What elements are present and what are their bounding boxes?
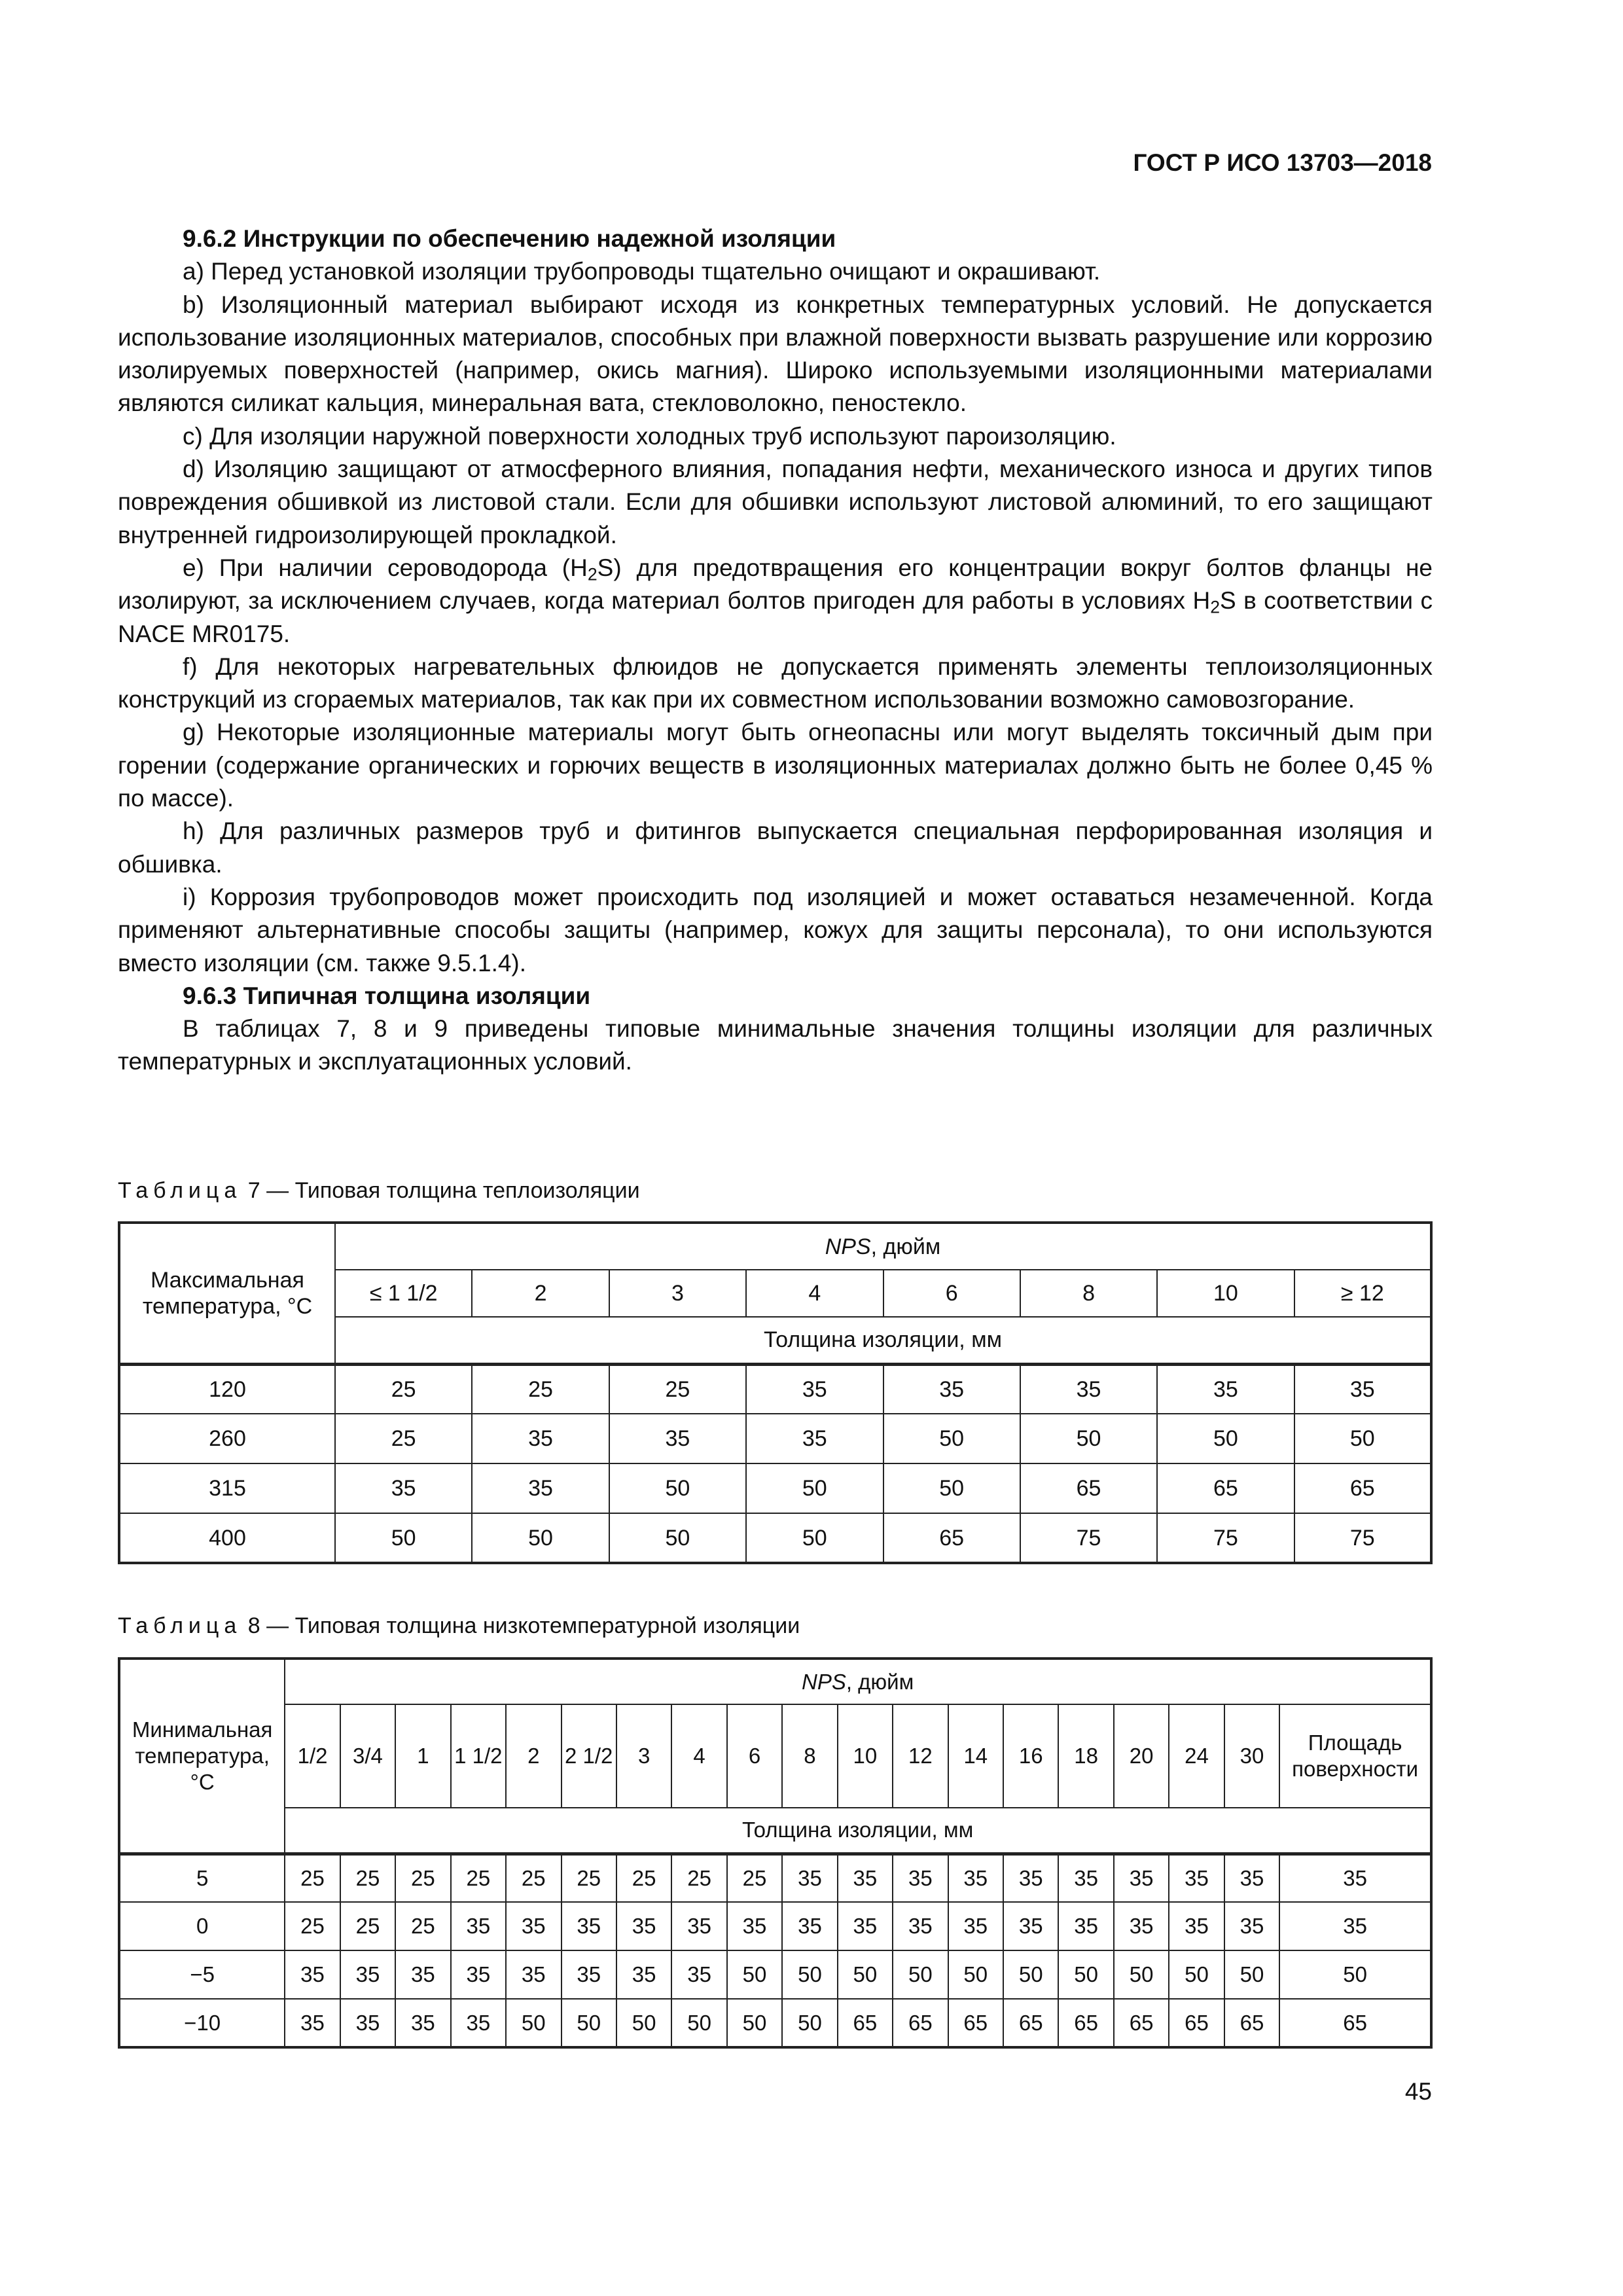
table-7-nps-header: NPS, дюйм [335,1223,1431,1270]
table-row [119,1414,1431,1463]
table8-thickness-cell: 35 [838,1902,893,1950]
table7-thickness-cell: 65 [1157,1463,1294,1513]
table7-temperature-cell: 120 [119,1364,335,1414]
item-h: h) Для различных размеров труб и фитингов выпускается специальная перфорированная изоляция и обшивка. [118,817,1433,878]
table8-thickness-cell: 35 [1224,1854,1279,1902]
table8-thickness-cell: 65 [1003,1999,1058,2047]
table8-thickness-cell: 65 [1114,1999,1169,2047]
table8-thickness-cell: 50 [782,1950,837,1999]
table8-thickness-cell: 25 [340,1854,395,1902]
table8-thickness-cell: 25 [395,1902,450,1950]
table-8-thickness-label: Толщина изоляции, мм [285,1808,1431,1854]
item-e: e) При наличии сероводорода $(H_2S)$ для предотвращения его концентрации вокруг болтов фланцы не изолируют, за исключением случаев, когда материал болтов пригоден для работы в условиях $H_2S$ в соответствии с NACE MR0175. [118,554,1433,647]
table8-thickness-cell: 50 [838,1950,893,1999]
table8-thickness-cell: 35 [671,1950,726,1999]
table8-thickness-cell: 50 [1279,1950,1431,1999]
table8-thickness-cell: 25 [616,1854,671,1902]
table7-thickness-cell: 35 [746,1414,883,1463]
table8-thickness-cell: 35 [395,1950,450,1999]
table7-size-header: 8 [1020,1270,1157,1317]
table8-thickness-cell: 50 [727,1999,782,2047]
table7-temperature-cell: 260 [119,1414,335,1463]
item-c: c) Для изоляции наружной поверхности холодных труб используют пароизоляцию. [183,422,1116,450]
table7-thickness-cell: 25 [609,1364,746,1414]
table8-thickness-cell: 65 [1169,1999,1224,2047]
table8-size-header: 16 [1003,1704,1058,1808]
table8-thickness-cell: 35 [285,1999,340,2047]
table8-thickness-cell: 35 [1114,1902,1169,1950]
table8-thickness-cell: 35 [1114,1854,1169,1902]
table8-thickness-cell: 35 [506,1950,561,1999]
table8-thickness-cell: 50 [562,1999,616,2047]
table8-size-header: 3 [616,1704,671,1808]
table7-thickness-cell: 25 [472,1364,609,1414]
table8-thickness-cell: 35 [893,1902,948,1950]
table8-thickness-cell: 35 [782,1902,837,1950]
item-b: b) Изоляционный материал выбирают исходя из конкретных температурных условий. Не допускается использование изоляционных материалов, способных при влажной поверхности вызвать разрушение или коррозию изолируемых поверхностей (например, окись магния). Широко используемыми изоляционными материалами являются силикат кальция, минеральная вата, стекловолокно, пеностекло. [118,291,1433,417]
table8-thickness-cell: 35 [948,1902,1003,1950]
table8-temperature-cell: −5 [119,1950,285,1999]
table-7 [118,1221,1433,1564]
item-i: i) Коррозия трубопроводов может происходить под изоляцией и может оставаться незамеченной. Когда применяют альтернативные способы защиты (например, кожух для защиты персонала), то они используются вместо изоляции (см. также 9.5.1.4). [118,883,1433,977]
table8-thickness-cell: 35 [893,1854,948,1902]
table8-size-header: 2 [506,1704,561,1808]
table7-size-header: 6 [883,1270,1020,1317]
table8-size-header: 20 [1114,1704,1169,1808]
table8-thickness-cell: 50 [1058,1950,1113,1999]
table-row [119,1854,1431,1902]
table7-thickness-cell: 65 [883,1513,1020,1563]
item-g: g) Некоторые изоляционные материалы могут быть огнеопасны или могут выделять токсичный дым при горении (содержание органических и горючих веществ в изоляционных материалах должно быть не более 0,45 % по массе). [118,719,1433,812]
table-8-nps-header: NPS, дюйм [285,1659,1431,1704]
section-9-6-3-text: В таблицах 7, 8 и 9 приведены типовые минимальные значения толщины изоляции для различных температурных и эксплуатационных условий. [118,1015,1433,1075]
table8-thickness-cell: 35 [562,1902,616,1950]
table-row [119,1364,1431,1414]
table7-thickness-cell: 50 [609,1513,746,1563]
table8-thickness-cell: 50 [1114,1950,1169,1999]
table7-temperature-cell: 315 [119,1463,335,1513]
table7-thickness-cell: 25 [335,1364,472,1414]
table8-size-header: 8 [782,1704,837,1808]
table8-size-header: 1 1/2 [451,1704,506,1808]
body-text [118,223,1433,1079]
table8-thickness-cell: 50 [782,1999,837,2047]
table8-size-header: 4 [671,1704,726,1808]
table8-thickness-cell: 35 [1169,1902,1224,1950]
table-8-caption: Таблица 8 — Типовая толщина низкотемпературной изоляции [118,1613,800,1638]
table8-size-header: 12 [893,1704,948,1808]
table7-thickness-cell: 75 [1020,1513,1157,1563]
table8-thickness-cell: 50 [671,1999,726,2047]
table7-size-header: 10 [1157,1270,1294,1317]
table-7-row-header: Максимальная температура, °C [119,1223,335,1364]
table7-thickness-cell: 35 [472,1414,609,1463]
item-f: f) Для некоторых нагревательных флюидов не допускается применять элементы теплоизоляционных конструкций из сгораемых материалов, так как при их совместном использовании возможно самовозгорание. [118,653,1433,713]
table-row [119,1999,1431,2047]
table8-thickness-cell: 25 [285,1854,340,1902]
table8-thickness-cell: 50 [1169,1950,1224,1999]
table8-thickness-cell: 35 [1224,1902,1279,1950]
table8-thickness-cell: 50 [1224,1950,1279,1999]
section-heading-9-6-3: 9.6.3 Типичная толщина изоляции [183,982,591,1009]
table-7-caption: Таблица 7 — Типовая толщина теплоизоляции [118,1178,640,1203]
table7-thickness-cell: 50 [1157,1414,1294,1463]
table7-thickness-cell: 25 [335,1414,472,1463]
table8-thickness-cell: 35 [1003,1902,1058,1950]
table8-size-header: 2 1/2 [562,1704,616,1808]
table8-thickness-cell: 35 [285,1950,340,1999]
table8-thickness-cell: 35 [395,1999,450,2047]
table8-thickness-cell: 25 [671,1854,726,1902]
table8-thickness-cell: 35 [451,1999,506,2047]
table7-size-header: 2 [472,1270,609,1317]
table7-thickness-cell: 35 [1020,1364,1157,1414]
table7-thickness-cell: 35 [746,1364,883,1414]
table8-temperature-cell: 5 [119,1854,285,1902]
table7-thickness-cell: 50 [883,1463,1020,1513]
table8-thickness-cell: 25 [562,1854,616,1902]
table8-size-header: 30 [1224,1704,1279,1808]
page-number: 45 [1404,2078,1432,2105]
table8-thickness-cell: 25 [506,1854,561,1902]
table8-thickness-cell: 50 [616,1999,671,2047]
table8-thickness-cell: 35 [671,1902,726,1950]
table8-thickness-cell: 35 [948,1854,1003,1902]
table7-thickness-cell: 35 [883,1364,1020,1414]
table7-thickness-cell: 50 [746,1513,883,1563]
table8-thickness-cell: 25 [727,1854,782,1902]
table8-thickness-cell: 35 [616,1950,671,1999]
table7-thickness-cell: 65 [1294,1463,1431,1513]
table8-size-header: 24 [1169,1704,1224,1808]
table-7-thickness-label: Толщина изоляции, мм [335,1317,1431,1364]
table-row [119,1513,1431,1563]
table8-thickness-cell: 65 [1279,1999,1431,2047]
table7-thickness-cell: 35 [472,1463,609,1513]
table8-size-header: 10 [838,1704,893,1808]
table8-temperature-cell: −10 [119,1999,285,2047]
table-row [119,1902,1431,1950]
table8-temperature-cell: 0 [119,1902,285,1950]
table8-thickness-cell: 50 [893,1950,948,1999]
table-row [119,1463,1431,1513]
table7-thickness-cell: 50 [1020,1414,1157,1463]
table-8 [118,1657,1433,2049]
table8-thickness-cell: 35 [1003,1854,1058,1902]
table7-thickness-cell: 35 [609,1414,746,1463]
table7-thickness-cell: 50 [472,1513,609,1563]
table8-thickness-cell: 35 [340,1950,395,1999]
table7-thickness-cell: 50 [1294,1414,1431,1463]
item-a: a) Перед установкой изоляции трубопроводы тщательно очищают и окрашивают. [183,258,1101,285]
table8-size-header: 18 [1058,1704,1113,1808]
standard-header: ГОСТ Р ИСО 13703—2018 [1133,149,1432,176]
table8-thickness-cell: 35 [451,1950,506,1999]
table7-size-header: ≤ 1 1/2 [335,1270,472,1317]
table8-thickness-cell: 35 [1169,1854,1224,1902]
table7-temperature-cell: 400 [119,1513,335,1563]
table-row [119,1950,1431,1999]
table7-thickness-cell: 35 [335,1463,472,1513]
table8-size-header: Площадь поверхности [1279,1704,1431,1808]
table8-thickness-cell: 65 [838,1999,893,2047]
table7-thickness-cell: 35 [1157,1364,1294,1414]
section-heading-9-6-2: 9.6.2 Инструкции по обеспечению надежной изоляции [183,225,836,252]
table-8-row-header: Минимальная температура, °C [119,1659,285,1854]
table8-thickness-cell: 35 [451,1902,506,1950]
table8-thickness-cell: 35 [1279,1854,1431,1902]
table8-thickness-cell: 35 [782,1854,837,1902]
table8-thickness-cell: 25 [340,1902,395,1950]
table8-thickness-cell: 25 [451,1854,506,1902]
table8-thickness-cell: 35 [506,1902,561,1950]
table8-size-header: 1 [395,1704,450,1808]
table7-thickness-cell: 75 [1294,1513,1431,1563]
table8-size-header: 14 [948,1704,1003,1808]
table7-thickness-cell: 50 [609,1463,746,1513]
table8-thickness-cell: 65 [1058,1999,1113,2047]
table7-size-header: ≥ 12 [1294,1270,1431,1317]
table8-thickness-cell: 25 [395,1854,450,1902]
table8-thickness-cell: 65 [948,1999,1003,2047]
table7-thickness-cell: 35 [1294,1364,1431,1414]
table8-thickness-cell: 50 [727,1950,782,1999]
table8-thickness-cell: 35 [1058,1854,1113,1902]
table8-size-header: 1/2 [285,1704,340,1808]
table8-thickness-cell: 35 [616,1902,671,1950]
table7-thickness-cell: 50 [746,1463,883,1513]
table7-thickness-cell: 50 [883,1414,1020,1463]
table8-thickness-cell: 65 [893,1999,948,2047]
table7-thickness-cell: 75 [1157,1513,1294,1563]
table8-thickness-cell: 25 [285,1902,340,1950]
table8-thickness-cell: 50 [1003,1950,1058,1999]
table8-thickness-cell: 50 [948,1950,1003,1999]
table7-size-header: 4 [746,1270,883,1317]
table7-thickness-cell: 50 [335,1513,472,1563]
table7-size-header: 3 [609,1270,746,1317]
table8-thickness-cell: 35 [1058,1902,1113,1950]
table8-thickness-cell: 50 [506,1999,561,2047]
table8-thickness-cell: 35 [1279,1902,1431,1950]
table8-thickness-cell: 35 [727,1902,782,1950]
table8-thickness-cell: 35 [340,1999,395,2047]
table8-thickness-cell: 35 [562,1950,616,1999]
table8-thickness-cell: 35 [838,1854,893,1902]
table8-thickness-cell: 65 [1224,1999,1279,2047]
table8-size-header: 3/4 [340,1704,395,1808]
item-d: d) Изоляцию защищают от атмосферного влияния, попадания нефти, механического износа и других типов повреждения обшивкой из листовой стали. Если для обшивки используют листовой алюминий, то его защищают внутренней гидроизолирующей прокладкой. [118,456,1433,548]
table8-size-header: 6 [727,1704,782,1808]
table7-thickness-cell: 65 [1020,1463,1157,1513]
